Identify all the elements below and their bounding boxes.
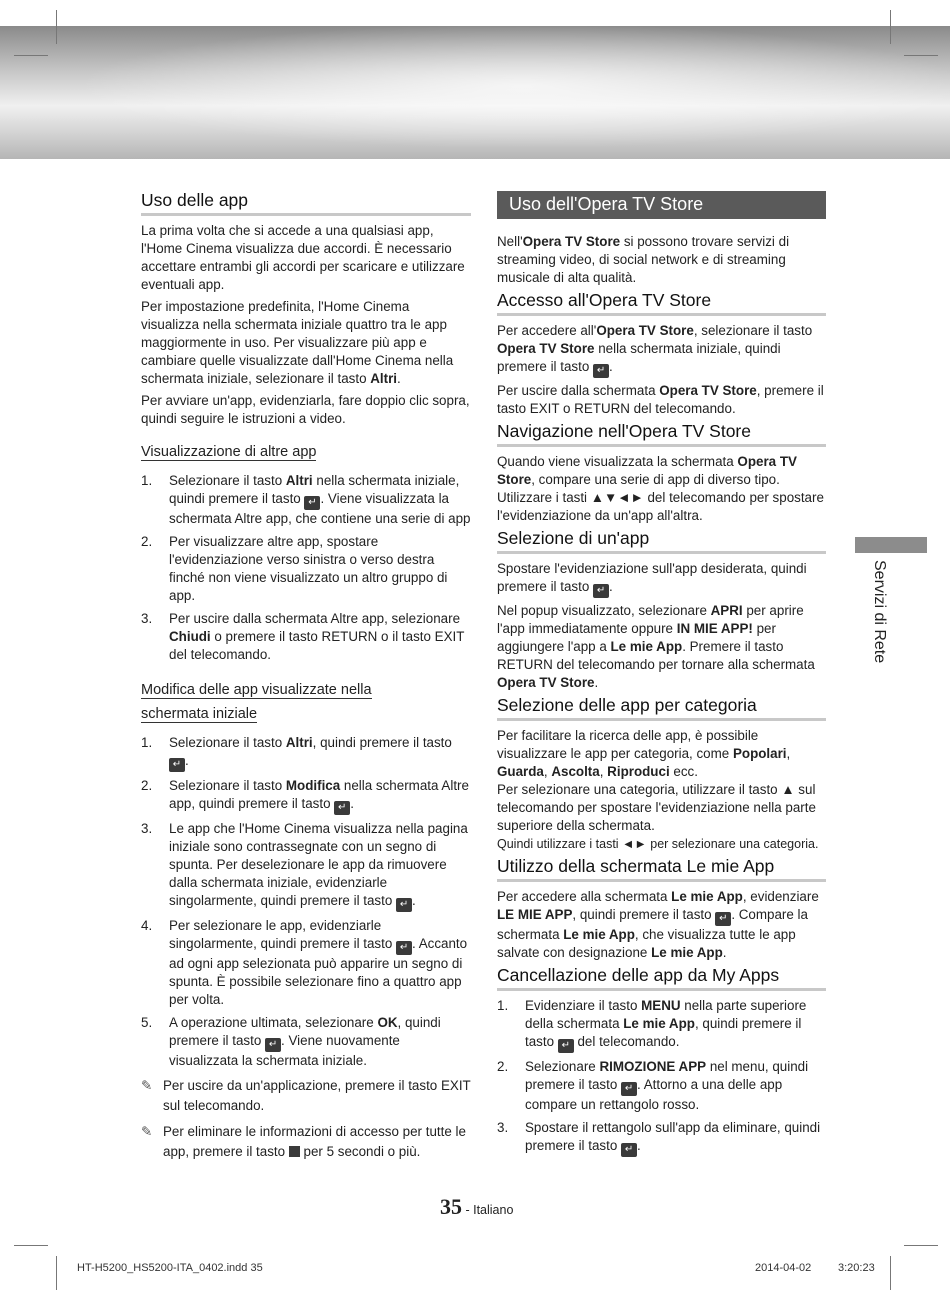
side-tab-label: Servizi di Rete — [871, 560, 888, 664]
page-number: 35 - Italiano — [440, 1194, 514, 1219]
left-column — [141, 191, 471, 1162]
section-title: Selezione delle app per categoria — [497, 696, 826, 721]
subsection-title: Visualizzazione di altre app — [141, 444, 317, 460]
list-item: 5. A operazione ultimata, selezionare OK, quindi premere il tasto ↵ . Viene nuovamente visualizzata la schermata iniziale. — [141, 1015, 441, 1068]
right-column — [497, 191, 826, 1162]
section-title: Uso delle app — [141, 191, 471, 216]
pencil-icon: ✎ — [141, 1124, 153, 1139]
steps-list — [141, 472, 471, 664]
crop-mark — [14, 55, 48, 56]
enter-icon: ↵ — [304, 496, 320, 510]
paragraph: Per uscire dalla schermata Opera TV Store, premere il tasto EXIT o RETURN del telecomando. — [497, 383, 824, 416]
crop-mark — [56, 1256, 57, 1290]
enter-icon: ↵ — [265, 1038, 281, 1052]
enter-icon: ↵ — [396, 941, 412, 955]
paragraph: La prima volta che si accede a una qualsiasi app, l'Home Cinema visualizza due accordi. È necessario accettare entrambi gli accordi per scaricare e utilizzare eventuali app. — [141, 223, 465, 292]
enter-icon: ↵ — [715, 912, 731, 926]
paragraph: Quando viene visualizzata la schermata Opera TV Store, compare una serie di app di diverso tipo. Utilizzare i tasti ▲▼◄► del telecomando per spostare l'evidenziazione da un'app all'altra. — [497, 454, 824, 523]
paragraph: Nell'Opera TV Store si possono trovare servizi di streaming video, di social network e di streaming musicale di alta qualità. — [497, 234, 790, 285]
crop-mark — [904, 55, 938, 56]
enter-icon: ↵ — [169, 758, 185, 772]
subsection-title: Modifica delle app visualizzate nella schermata iniziale — [141, 682, 372, 722]
crop-mark — [904, 1245, 938, 1246]
paragraph: Spostare l'evidenziazione sull'app desiderata, quindi premere il tasto ↵ . — [497, 561, 807, 596]
side-tab-marker — [855, 537, 927, 553]
paragraph: Quindi utilizzare i tasti ◄► per selezionare una categoria. — [497, 837, 819, 851]
crop-mark — [56, 10, 57, 44]
enter-icon: ↵ — [334, 801, 350, 815]
enter-icon: ↵ — [621, 1082, 637, 1096]
paragraph: Per accedere alla schermata Le mie App, evidenziare LE MIE APP, quindi premere il tasto ↵ . Compare la schermata Le mie App, che visualizza tutte le app salvate con designazione Le mie App. — [497, 889, 819, 960]
enter-icon: ↵ — [593, 364, 609, 378]
paragraph: Per avviare un'app, evidenziarla, fare doppio clic sopra, quindi seguire le istruzioni a video. — [141, 393, 470, 426]
enter-icon: ↵ — [396, 898, 412, 912]
list-item: 1. Selezionare il tasto Altri, quindi premere il tasto ↵ . — [141, 735, 452, 770]
steps-list — [497, 997, 826, 1157]
crop-mark — [14, 1245, 48, 1246]
footer-time: 3:20:23 — [838, 1262, 875, 1274]
list-item: 3. Le app che l'Home Cinema visualizza nella pagina iniziale sono contrassegnate con un segno di spunta. Per deselezionare le app da rimuovere dalla schermata iniziale, evidenziarle singolarmente, quindi premere il tasto ↵ . — [141, 821, 468, 910]
section-title: Utilizzo della schermata Le mie App — [497, 857, 826, 882]
list-item: 1. Selezionare il tasto Altri nella schermata iniziale, quindi premere il tasto ↵ . Viene visualizzata la schermata Altre app, che contiene una serie di app — [141, 473, 471, 526]
section-title: Accesso all'Opera TV Store — [497, 291, 826, 316]
note: ✎ Per eliminare le informazioni di accesso per tutte le app, premere il tasto per 5 secondi o più. — [141, 1124, 466, 1159]
list-item: 3. Per uscire dalla schermata Altre app, selezionare Chiudi o premere il tasto RETURN o il tasto EXIT del telecomando. — [141, 611, 465, 662]
list-item: 3. Spostare il rettangolo sull'app da eliminare, quindi premere il tasto ↵ . — [497, 1120, 821, 1155]
list-item: 4. Per selezionare le app, evidenziarle singolarmente, quindi premere il tasto ↵ . Accanto ad ogni app selezionata può apparire un segno di spunta. È possibile selezionare fino a quattro app per volta. — [141, 918, 468, 1007]
paragraph: Per accedere all'Opera TV Store, selezionare il tasto Opera TV Store nella schermata iniziale, quindi premere il tasto ↵ . — [497, 323, 813, 376]
crop-mark — [890, 10, 891, 44]
header-banner — [0, 26, 950, 159]
pencil-icon: ✎ — [141, 1078, 153, 1093]
list-item: 2. Selezionare RIMOZIONE APP nel menu, quindi premere il tasto ↵ . Attorno a una delle app compare un rettangolo rosso. — [497, 1059, 809, 1112]
section-title: Uso dell'Opera TV Store — [497, 191, 826, 219]
section-title: Navigazione nell'Opera TV Store — [497, 422, 826, 447]
enter-icon: ↵ — [621, 1143, 637, 1157]
section-title: Selezione di un'app — [497, 529, 826, 554]
list-item: 2. Per visualizzare altre app, spostare l'evidenziazione verso sinistra o verso destra finché non viene visualizzato un altro gruppo di app. — [141, 534, 448, 603]
paragraph: Per facilitare la ricerca delle app, è possibile visualizzare le app per categoria, come Popolari, Guarda, Ascolta, Riproduci ecc. — [497, 728, 791, 779]
paragraph: Per selezionare una categoria, utilizzare il tasto ▲ sul telecomando per spostare l'evidenziazione nella parte superiore della schermata. — [497, 782, 816, 833]
enter-icon: ↵ — [593, 584, 609, 598]
list-item: 1. Evidenziare il tasto MENU nella parte superiore della schermata Le mie App, quindi premere il tasto ↵ del telecomando. — [497, 998, 807, 1051]
enter-icon: ↵ — [558, 1039, 574, 1053]
paragraph: Nel popup visualizzato, selezionare APRI per aprire l'app immediatamente oppure IN MIE APP! per aggiungere l'app a Le mie App. Premere il tasto RETURN del telecomando per tornare alla schermata Opera TV Store. — [497, 603, 815, 690]
stop-icon — [289, 1146, 300, 1157]
steps-list — [141, 734, 471, 1070]
list-item: 2. Selezionare il tasto Modifica nella schermata Altre app, quindi premere il tasto ↵ . — [141, 778, 469, 813]
crop-mark — [890, 1256, 891, 1290]
footer-file: HT-H5200_HS5200-ITA_0402.indd 35 — [77, 1262, 263, 1274]
section-title: Cancellazione delle app da My Apps — [497, 966, 826, 991]
footer-date: 2014-04-02 — [755, 1262, 812, 1274]
paragraph: Per impostazione predefinita, l'Home Cinema visualizza nella schermata iniziale quattro tra le app maggiormente in uso. Per visualizzare più app e cambiare quelle visualizzate dall'Home Cinema nella schermata iniziale, selezionare il tasto Altri. — [141, 299, 454, 386]
note: ✎ Per uscire da un'applicazione, premere il tasto EXIT sul telecomando. — [141, 1078, 471, 1113]
